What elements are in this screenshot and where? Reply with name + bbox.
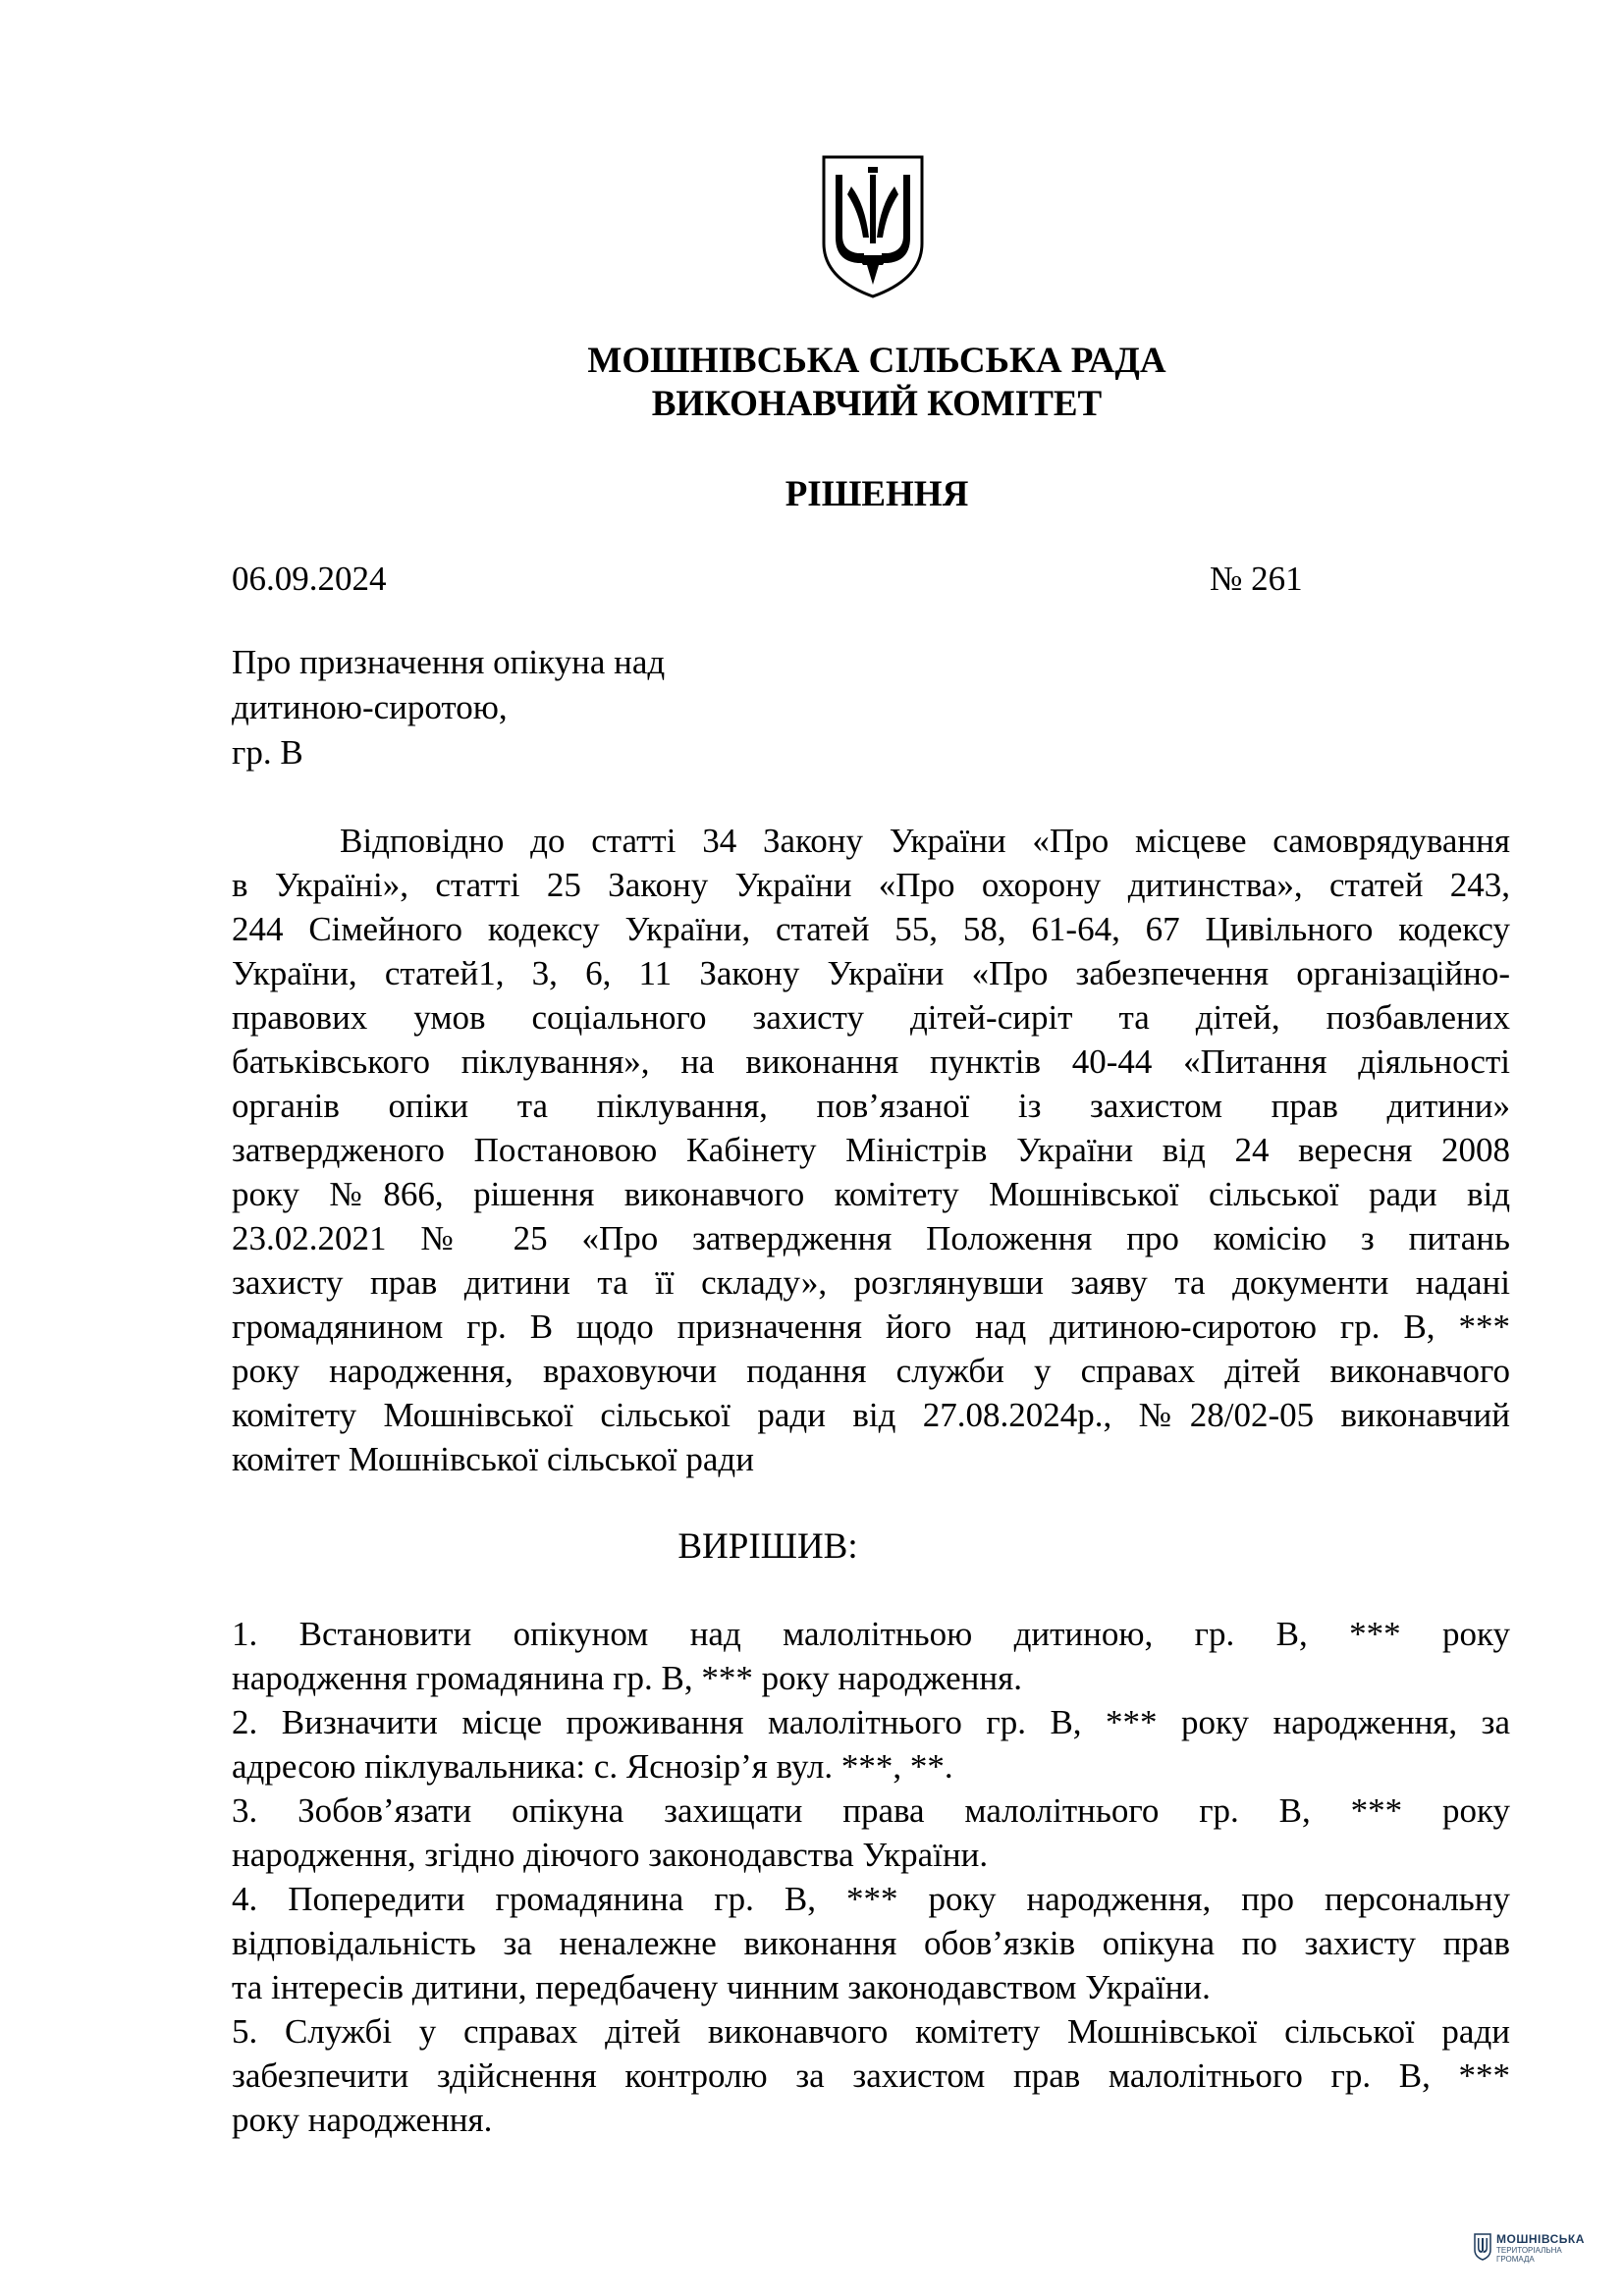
preamble-line: України, статей1, 3, 6, 11 Закону України «Про забезпечення організаційно-: [232, 954, 1510, 992]
item-line: 1. Встановити опікуном над малолітньою дитиною, гр. В, *** року: [232, 1615, 1510, 1653]
resolution-item: [232, 1612, 1510, 1700]
resolution-item: [232, 1700, 1510, 1789]
footer-community-logo: [1473, 2228, 1620, 2287]
item-line: 4. Попередити громадянина гр. В, *** року народження, про персональну: [232, 1880, 1510, 1918]
item-line: та інтересів дитини, передбачену чинним законодавством України.: [232, 1968, 1211, 2006]
preamble-line: захисту прав дитини та її складу», розглянувши заяву та документи надані: [232, 1263, 1510, 1302]
footer-logo-title: МОШНІВСЬКА: [1496, 2232, 1585, 2246]
preamble-line: 23.02.2021 № 25 «Про затвердження Положення про комісію з питань: [232, 1219, 1510, 1257]
preamble-line: в Україні», статті 25 Закону України «Про охорону дитинства», статей 243,: [232, 866, 1510, 904]
preamble-line: комітет Мошнівської сільської ради: [232, 1440, 754, 1478]
item-line: відповідальність за неналежне виконання обов’язків опікуна по захисту прав: [232, 1924, 1510, 1962]
resolution-item: [232, 1877, 1510, 2009]
preamble-line: 244 Сімейного кодексу України, статей 55, 58, 61-64, 67 Цивільного кодексу: [232, 910, 1510, 948]
doc-type-title: РІШЕННЯ: [785, 474, 969, 514]
document-subject: [232, 640, 665, 775]
preamble-line: затвердженого Постановою Кабінету Міністрів України від 24 вересня 2008: [232, 1131, 1510, 1169]
tryzub-coat-of-arms-icon: [818, 153, 928, 300]
footer-logo-subtitle-line: ГРОМАДА: [1496, 2255, 1535, 2264]
preamble-line: року народження, враховуючи подання служби у справах дітей виконавчого: [232, 1352, 1510, 1390]
tryzub-small-icon: [1473, 2232, 1492, 2262]
footer-logo-subtitle-line: ТЕРИТОРІАЛЬНА: [1496, 2246, 1562, 2255]
org-name: МОШНІВСЬКА СІЛЬСЬКА РАДА: [587, 341, 1166, 381]
preamble-line: громадянином гр. В щодо призначення його над дитиною-сиротою гр. В, ***: [232, 1308, 1510, 1346]
resolution-item: [232, 1789, 1510, 1877]
preamble-line: Відповідно до статті 34 Закону України «Про місцеве самоврядування: [340, 822, 1510, 860]
item-line: 3. Зобов’язати опікуна захищати права малолітнього гр. В, *** року: [232, 1791, 1510, 1830]
resolution-item: [232, 2009, 1510, 2142]
resolved-heading: ВИРІШИВ:: [677, 1526, 858, 1567]
item-line: народження, згідно діючого законодавства України.: [232, 1836, 989, 1874]
document-number: № 261: [1210, 560, 1303, 598]
preamble-line: року №866, рішення виконавчого комітету Мошнівської сільської ради від: [232, 1175, 1510, 1213]
item-line: 2. Визначити місце проживання малолітнього гр. В, *** року народження, за: [232, 1703, 1510, 1741]
document-date: 06.09.2024: [232, 560, 387, 598]
preamble-paragraph: [232, 819, 1510, 1481]
preamble-line: комітету Мошнівської сільської ради від 27.08.2024р., №28/02-05 виконавчий: [232, 1396, 1510, 1434]
preamble-line: органів опіки та піклування, пов’язаної із захистом прав дитини»: [232, 1087, 1510, 1125]
item-line: адресою піклувальника: с. Яснозір’я вул. ***, **.: [232, 1747, 953, 1786]
subject-line: Про призначення опікуна над: [232, 643, 666, 681]
preamble-line: батьківського піклування», на виконання пунктів 40-44 «Питання діяльності: [232, 1042, 1510, 1081]
org-committee: ВИКОНАВЧИЙ КОМІТЕТ: [651, 384, 1103, 424]
item-line: народження громадянина гр. В, *** року народження.: [232, 1659, 1022, 1697]
item-line: року народження.: [232, 2101, 493, 2139]
preamble-line: правових умов соціального захисту дітей-сиріт та дітей, позбавлених: [232, 998, 1510, 1037]
resolution-items: [232, 1612, 1510, 2142]
subject-line: дитиною-сиротою,: [232, 688, 508, 726]
subject-line: гр. В: [232, 733, 303, 772]
item-line: 5. Службі у справах дітей виконавчого комітету Мошнівської сільської ради: [232, 2012, 1510, 2051]
footer-logo-subtitle: [1496, 2246, 1562, 2264]
item-line: забезпечити здійснення контролю за захистом прав малолітнього гр. В, ***: [232, 2056, 1510, 2095]
